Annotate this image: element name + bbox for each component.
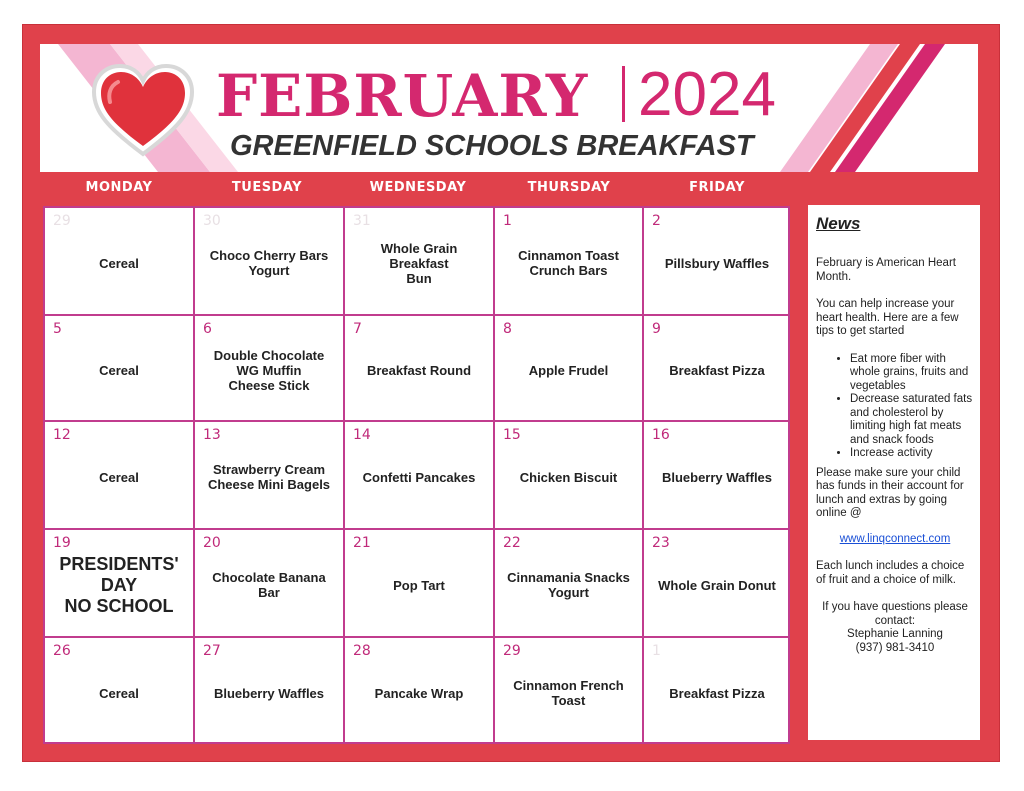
meal-text: Chocolate Banana Bar — [212, 570, 326, 600]
news-panel — [808, 205, 980, 740]
news-link[interactable]: www.linqconnect.com — [839, 532, 951, 545]
day-cell — [495, 422, 642, 528]
meal-text: Cinnamon Toast Crunch Bars — [518, 248, 619, 278]
news-heart-tips-intro: You can help increase your heart health. Here are a few tips to get started — [816, 298, 959, 337]
meal-text: Cinnamania Snacks Yogurt — [507, 570, 630, 600]
day-cell — [345, 530, 493, 636]
day-number: 28 — [353, 643, 371, 659]
day-number: 2 — [652, 213, 661, 229]
meal-text: Pop Tart — [393, 578, 445, 593]
day-number: 13 — [203, 427, 221, 443]
title-separator — [622, 66, 625, 122]
weekday-monday: MONDAY — [85, 180, 153, 195]
meal-text: Confetti Pancakes — [362, 470, 476, 485]
day-number: 1 — [652, 643, 661, 659]
news-lunch-note: Each lunch includes a choice of fruit and a choice of milk. — [816, 560, 965, 586]
heart-icon — [88, 62, 198, 162]
news-title: News — [816, 214, 861, 233]
meal-text: Breakfast Pizza — [669, 686, 765, 701]
day-cell — [345, 422, 493, 528]
day-cell — [345, 208, 493, 314]
meal-text: Choco Cherry Bars Yogurt — [209, 248, 329, 278]
day-number: 19 — [53, 535, 71, 551]
meal-text: Pancake Wrap — [374, 686, 464, 701]
weekday-tuesday: TUESDAY — [231, 180, 303, 195]
day-number: 27 — [203, 643, 221, 659]
day-number: 31 — [353, 213, 371, 229]
banner — [40, 44, 978, 172]
day-cell — [195, 422, 343, 528]
day-number: 5 — [53, 321, 62, 337]
day-cell — [45, 638, 193, 744]
weekday-thursday: THURSDAY — [527, 180, 611, 195]
news-tips-list — [816, 353, 974, 461]
meal-text: Chicken Biscuit — [519, 470, 618, 485]
day-number: 1 — [503, 213, 512, 229]
meal-text: PRESIDENTS' DAY NO SCHOOL — [59, 554, 179, 616]
news-contact-phone: (937) 981-3410 — [855, 641, 935, 654]
day-cell — [644, 316, 790, 420]
day-cell — [45, 422, 193, 528]
meal-text: Cereal — [99, 470, 139, 485]
news-funds-note: Please make sure your child has funds in their account for lunch and extras by going online @ — [816, 466, 964, 519]
day-cell — [644, 422, 790, 528]
day-number: 15 — [503, 427, 521, 443]
title-year: 2024 — [638, 60, 776, 129]
meal-text: Cereal — [99, 686, 139, 701]
meal-text: Cereal — [99, 363, 139, 378]
day-cell — [195, 530, 343, 636]
meal-text: Cereal — [99, 256, 139, 271]
day-cell — [195, 316, 343, 420]
meal-text: Blueberry Waffles — [661, 470, 773, 485]
day-number: 26 — [53, 643, 71, 659]
day-number: 21 — [353, 535, 371, 551]
day-cell — [345, 638, 493, 744]
day-cell — [495, 638, 642, 744]
meal-text: Whole Grain Breakfast Bun — [380, 241, 458, 286]
meal-text: Breakfast Round — [366, 363, 472, 378]
meal-text: Breakfast Pizza — [669, 363, 765, 378]
day-number: 30 — [203, 213, 221, 229]
day-cell — [45, 208, 193, 314]
day-number: 16 — [652, 427, 670, 443]
news-contact-name: Stephanie Lanning — [847, 628, 943, 640]
day-number: 23 — [652, 535, 670, 551]
meal-text: Pillsbury Waffles — [664, 256, 770, 271]
meal-text: Apple Frudel — [528, 363, 609, 378]
day-number: 29 — [503, 643, 521, 659]
news-tip: • Increase activity — [850, 447, 974, 461]
day-cell — [195, 208, 343, 314]
day-number: 7 — [353, 321, 362, 337]
day-number: 22 — [503, 535, 521, 551]
meal-text: Double Chocolate WG Muffin Cheese Stick — [213, 348, 325, 393]
news-tip: • Decrease saturated fats and cholesterol by limiting high fat meats and snack foods — [850, 393, 974, 447]
calendar-grid — [43, 206, 790, 744]
subtitle: GREENFIELD SCHOOLS BREAKFAST — [230, 130, 754, 162]
day-cell — [495, 316, 642, 420]
day-cell — [345, 316, 493, 420]
day-number: 20 — [203, 535, 221, 551]
day-cell — [45, 530, 193, 636]
news-tip: • Eat more fiber with whole grains, fruits and vegetables — [850, 353, 974, 394]
day-cell — [495, 530, 642, 636]
day-cell — [495, 208, 642, 314]
weekday-friday: FRIDAY — [689, 180, 745, 195]
meal-text: Blueberry Waffles — [213, 686, 325, 701]
day-number: 12 — [53, 427, 71, 443]
news-heart-month: February is American Heart Month. — [816, 257, 956, 283]
title-month: FEBRUARY — [216, 62, 589, 130]
day-cell — [644, 530, 790, 636]
day-cell — [644, 638, 790, 744]
day-number: 6 — [203, 321, 212, 337]
day-number: 29 — [53, 213, 71, 229]
meal-text: Cinnamon French Toast — [513, 678, 624, 708]
news-body — [816, 257, 974, 655]
day-cell — [45, 316, 193, 420]
day-cell — [195, 638, 343, 744]
news-questions: If you have questions please contact: — [822, 601, 968, 627]
day-number: 14 — [353, 427, 371, 443]
day-number: 8 — [503, 321, 512, 337]
meal-text: Whole Grain Donut — [658, 578, 776, 593]
weekday-wednesday: WEDNESDAY — [369, 180, 467, 195]
day-number: 9 — [652, 321, 661, 337]
day-cell — [644, 208, 790, 314]
meal-text: Strawberry Cream Cheese Mini Bagels — [207, 462, 331, 492]
